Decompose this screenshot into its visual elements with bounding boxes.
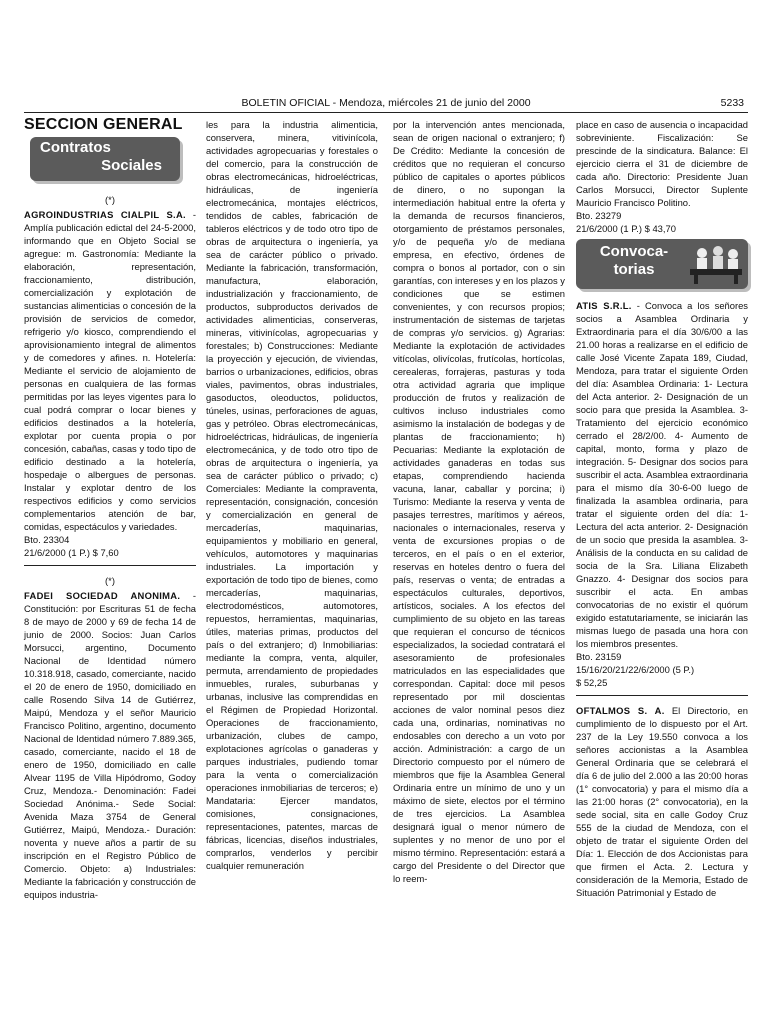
notice-heading: FADEI SOCIEDAD ANONIMA.: [24, 590, 181, 601]
notice-price: $ 52,25: [576, 677, 608, 688]
notice-bto: Bto. 23304: [24, 534, 70, 545]
notice-heading: OFTALMOS S. A.: [576, 705, 665, 716]
banner-line-2: Sociales: [101, 157, 162, 174]
header-rule: [24, 112, 748, 113]
notice-date: 15/16/20/21/22/6/2000 (5 P.): [576, 664, 695, 675]
column-2: [206, 118, 378, 872]
notice-fadei-continued: les para la industria alimenticia, conservera, minera, vitivinícola, actividades agropecuarias y forestales o del comercio, para la construcción de obras electromecánicas, hidroeléctricas, hidráulicas, de ingeniería electromecánica, montajes eléctricos, tendidos de cables, fabricación de tableros eléctricos y de todo otro tipo de obras de arquitectura o ingeniería, ya sea de carácter público o privado. Mediante la fabricación, transformación, manufactura, elaboración, industrialización y fraccionamiento, de productos, subproductos derivados de actividades alimenticias, conserveras, mineras, vitivinícolas, agropecuarias y forestales; b) Construcciones: Mediante la proyección y ejecución, de viviendas, barrios o urbanizaciones, edificios, obras viales, pavimentos, obras industriales, gasoductos, oleoductos, poliductos, túneles, usinas, perforaciones de aguas, gas y petróleo. Obras electromecánicas, hidroeléctricas, hidráulicas, de ingeniería electromecánica, y de todo otro tipo de obras de arquitectura o ingeniería, ya sea de carácter público o privado; c) Comerciales: Mediante la compraventa, representación, consignación, concesión y comercialización en general de mercaderías, maquinarias, equipamientos y mobiliario en general, vehículos, automotores y maquinarias industriales. La importación y exportación de todo tipo de bienes, como mercaderías, maquinarias, electrodomésticos, automotores, repuestos, herramientas, maquinarias, útiles, materias primas, productos del país o del extranjero; d) Inmobiliarias: mediante la compra, venta, alquiler, permuta, arrendamiento de propiedades inmuebles, rurales, suburbanas y urbanas, inclusive las comprendidas en el Régimen de Propiedad Horizontal. Operaciones de fraccionamiento, urbanización, clubes de campo, explotaciones agrícolas o ganaderas y parques industriales, pudiendo tomar para la venta o comercialización operaciones inmobiliarias de terceros; e) Mandataria: Ejercer mandatos, comisiones, consignaciones, representaciones, patentes, marcas de fábricas, licencias, diseños industriales, comprarlos, venderlos y percibir cualquier remuneración: [206, 119, 378, 871]
notice-heading: ATIS S.R.L.: [576, 300, 632, 311]
notice-fadei-continued: por la intervención antes mencionada, sean de origen nacional o extranjero; f) De Crédito: Mediante la concesión de créditos que no requieran el concurso público de capitales o aportes públicos de dinero, o no supongan la intermediación habitual entre la oferta y la demanda de recursos financieros, otorgamiento de préstamos personales, y/o de pequeña y/o de mediana empresa, en efectivo, órdenes de compra o bonos al portador, con o sin garantías, con intereses y en los plazos y condiciones que se estimen convenientes, y con recursos propios; instrumentación de sistemas de tarjetas de compras y/o servicios. g) Agrarias: Mediante la explotación de actividades vitícolas, olivícolas, frutícolas, hortícolas, cerealeras, forrajeras, pasturas y toda otra actividad agraria que implique producción de frutos y realización de cultivos incluso industriales como asimismo la instalación de bodegas y de plantas de fraccionamiento; h) Pecuarias: Mediante la explotación de actividades ganaderas en todas sus etapas, comprendiendo hacienda vacuna, lanar, caballar y porcina; i) Turismo: Mediante la reserva y venta de pasajes terrestres, marítimos y aéreos, nacionales o internacionales, reserva y venta de excursiones propias o de terceros, en el país o en el exterior, reservas en hoteles dentro o fuera del país, reservas o venta; de entradas a espectáculos culturales, deportivos, artísticos, sociales. A los efectos del cumplimiento de su objeto en las tareas que requieran el concurso de técnicos especializados, la sociedad contratará el asesoramiento de profesionales matriculados en las especialidades que correspondan. Capital: doce mil pesos representado por mil doscientas acciones de valor nominal pesos diez cada una, ordinarias, nominativas no endosables con derecho a un voto por acción. Administración: a cargo de un Directorio compuesto por el número de miembros que fije la Asamblea General Ordinaria entre un mínimo de uno y un máximo de siete, electos por el término de tres ejercicios. La Asamblea designará igual o menor número de suplentes y no menor de uno por el mismo término. Representación: estará a cargo del Presidente o del Director que lo reem-: [393, 119, 565, 884]
contratos-sociales-banner: [30, 137, 180, 181]
convocatorias-banner: [576, 239, 748, 289]
notice-oftalmos: [576, 704, 748, 899]
notice-fadei: [24, 589, 196, 901]
assembly-illustration-icon: [688, 243, 744, 285]
notice-divider: [24, 565, 196, 566]
banner-line-1: Convoca-: [599, 243, 669, 260]
notice-marker: (*): [105, 575, 115, 586]
notice-heading: AGROINDUSTRIAS CIALPIL S.A.: [24, 209, 186, 220]
notice-body: - Constitución: por Escrituras 51 de fecha 8 de mayo de 2000 y 69 de fecha 14 de junio de 2000. Socios: Juan Carlos Morsucci, argentino, Documento Nacional de Identidad número 10.318.918, casado, comerciante, nacido el 20 de enero de 1950, domiciliado en calle Rosendo Silva 14 de Gutiérrez, Maipú, Mendoza y el señor Mauricio Francisco Politino, argentino, documento Nacional de Identidad número 7.889.365, casado, comerciante, nacido el 18 de enero de 1950, domiciliado en calle Alvear 1195 de Villa Hipódromo, Godoy Cruz, Mendoza.- Denominación: Fadei Sociedad Anónima.- Sede Social: Avenida Maza 3754 de General Gutiérrez, Maipú, Mendoza.- Duración: noventa y nueve años a partir de su inscripción en el Registro Público de Comercio. Objeto: a) Industriales: Mediante la fabricación y construcción de equipos industria-: [24, 590, 197, 900]
notice-body: - Amplía publicación edictal del 24-5-2000, informando que en Objeto Social se agregue: m. Gastronomía: Mediante la elaboración, representación, fraccionamiento, distribución, comercialización y explotación de sustancias alimenticias o concesión de la provisión de servicios de comedor, refrigerio y/o kiosco, comprendiendo el aprovisionamiento integral de alimentos y de comedores y afines. n. Hotelería: Mediante el servicio de alojamiento de personas en cualquiera de las formas permitidas por las leyes vigentes para lo cual podrá comprar o locar bienes y edificios destinados a la hotelería, explotar por cuenta propia o por concesión, cabañas, casas y todo tipo de edificio destinado a la hotelería, hospedaje o albergues de personas. Instalar y explotar dentro de los respectivos edificios y como servicios complementarios atención de bar, comidas, espectáculos y variedades.: [24, 209, 197, 532]
notice-fadei-continued: place en caso de ausencia o incapacidad sobreviniente. Fiscalización: Se prescinde de la sindicatura. Balance: El ejercicio cierra el 31 de diciembre de cada año. Directorio: Presidente Juan Carlos Morsucci, Director Suplente Mauricio Francisco Politino.: [576, 119, 748, 208]
notice-marker: (*): [105, 194, 115, 205]
notice-atis: [576, 299, 748, 650]
notice-date: 21/6/2000 (1 P.) $ 7,60: [24, 547, 119, 558]
notice-bto: Bto. 23279: [576, 210, 622, 221]
notice-divider: [576, 695, 748, 696]
column-1: [24, 118, 196, 901]
page-number: 5233: [720, 97, 744, 109]
notice-body: - Convoca a los señores socios a Asamblea Ordinaria y Extraordinaria para el día 30/6/00 a las 21.00 horas a realizarse en el edificio de calle José Vicente Zapata 189, Ciudad, Mendoza, para tratar el siguiente Orden del día: Asamblea Ordinaria: 1- Lectura del Acta anterior. 2- Designación de un socio para que presida la Asamblea. 3- Tratamiento del ejercicio económico cerrado el 28/2/00. 4- Aumento de capital, monto, forma y plazo de integración. 5- Designar dos socios para suscribir el acta. Asamblea extraordinaria para el mismo día 30-6-00 luego de finalizada la asamblea ordinaria, para tratar el siguiente orden del día: 1- Lectura del acta anterior. 2- Designación de un socio que presida la asamblea. 3- Análisis de la conducta en su calidad de socia de la Sra. Liliana Elizabeth Gnazzo. 4- Designar dos socios para suscribir el acta. En ambas convocatorias de no existir el quórum exigido estatutariamente, se iniciarán las mismas luego de pasada una hora con los miembros presentes.: [576, 300, 748, 649]
notice-date: 21/6/2000 (1 P.) $ 43,70: [576, 223, 676, 234]
banner-line-2: torias: [613, 261, 655, 278]
page-header: [24, 97, 748, 111]
banner-line-1: Contratos: [40, 139, 111, 156]
column-3: [393, 118, 565, 885]
notice-body: El Directorio, en cumplimiento de lo dispuesto por el Art. 237 de la Ley 19.550 convoca a los señores accionistas a la Asamblea General Ordinaria que se celebrará el día 6 de julio del 2.000 a las 20:00 horas (1° convocatoria) y para el mismo día a las 21:00 horas (2° convocatoria), en la sede social, sita en calle Godoy Cruz 555 de la ciudad de Mendoza, con el objeto de tratar el siguiente Orden del Día: 1. Elección de dos Accionistas para que firmen el Acta. 2. Lectura y consideración de la Memoria, Estado de Situación Patrimonial y Estado de: [576, 705, 748, 898]
notice-agroindustrias: [24, 208, 196, 533]
section-title: SECCION GENERAL: [24, 116, 183, 133]
header-title: BOLETIN OFICIAL - Mendoza, miércoles 21 de junio del 2000: [241, 97, 531, 109]
notice-bto: Bto. 23159: [576, 651, 622, 662]
banner-text: [588, 243, 680, 279]
column-4: [576, 118, 748, 899]
